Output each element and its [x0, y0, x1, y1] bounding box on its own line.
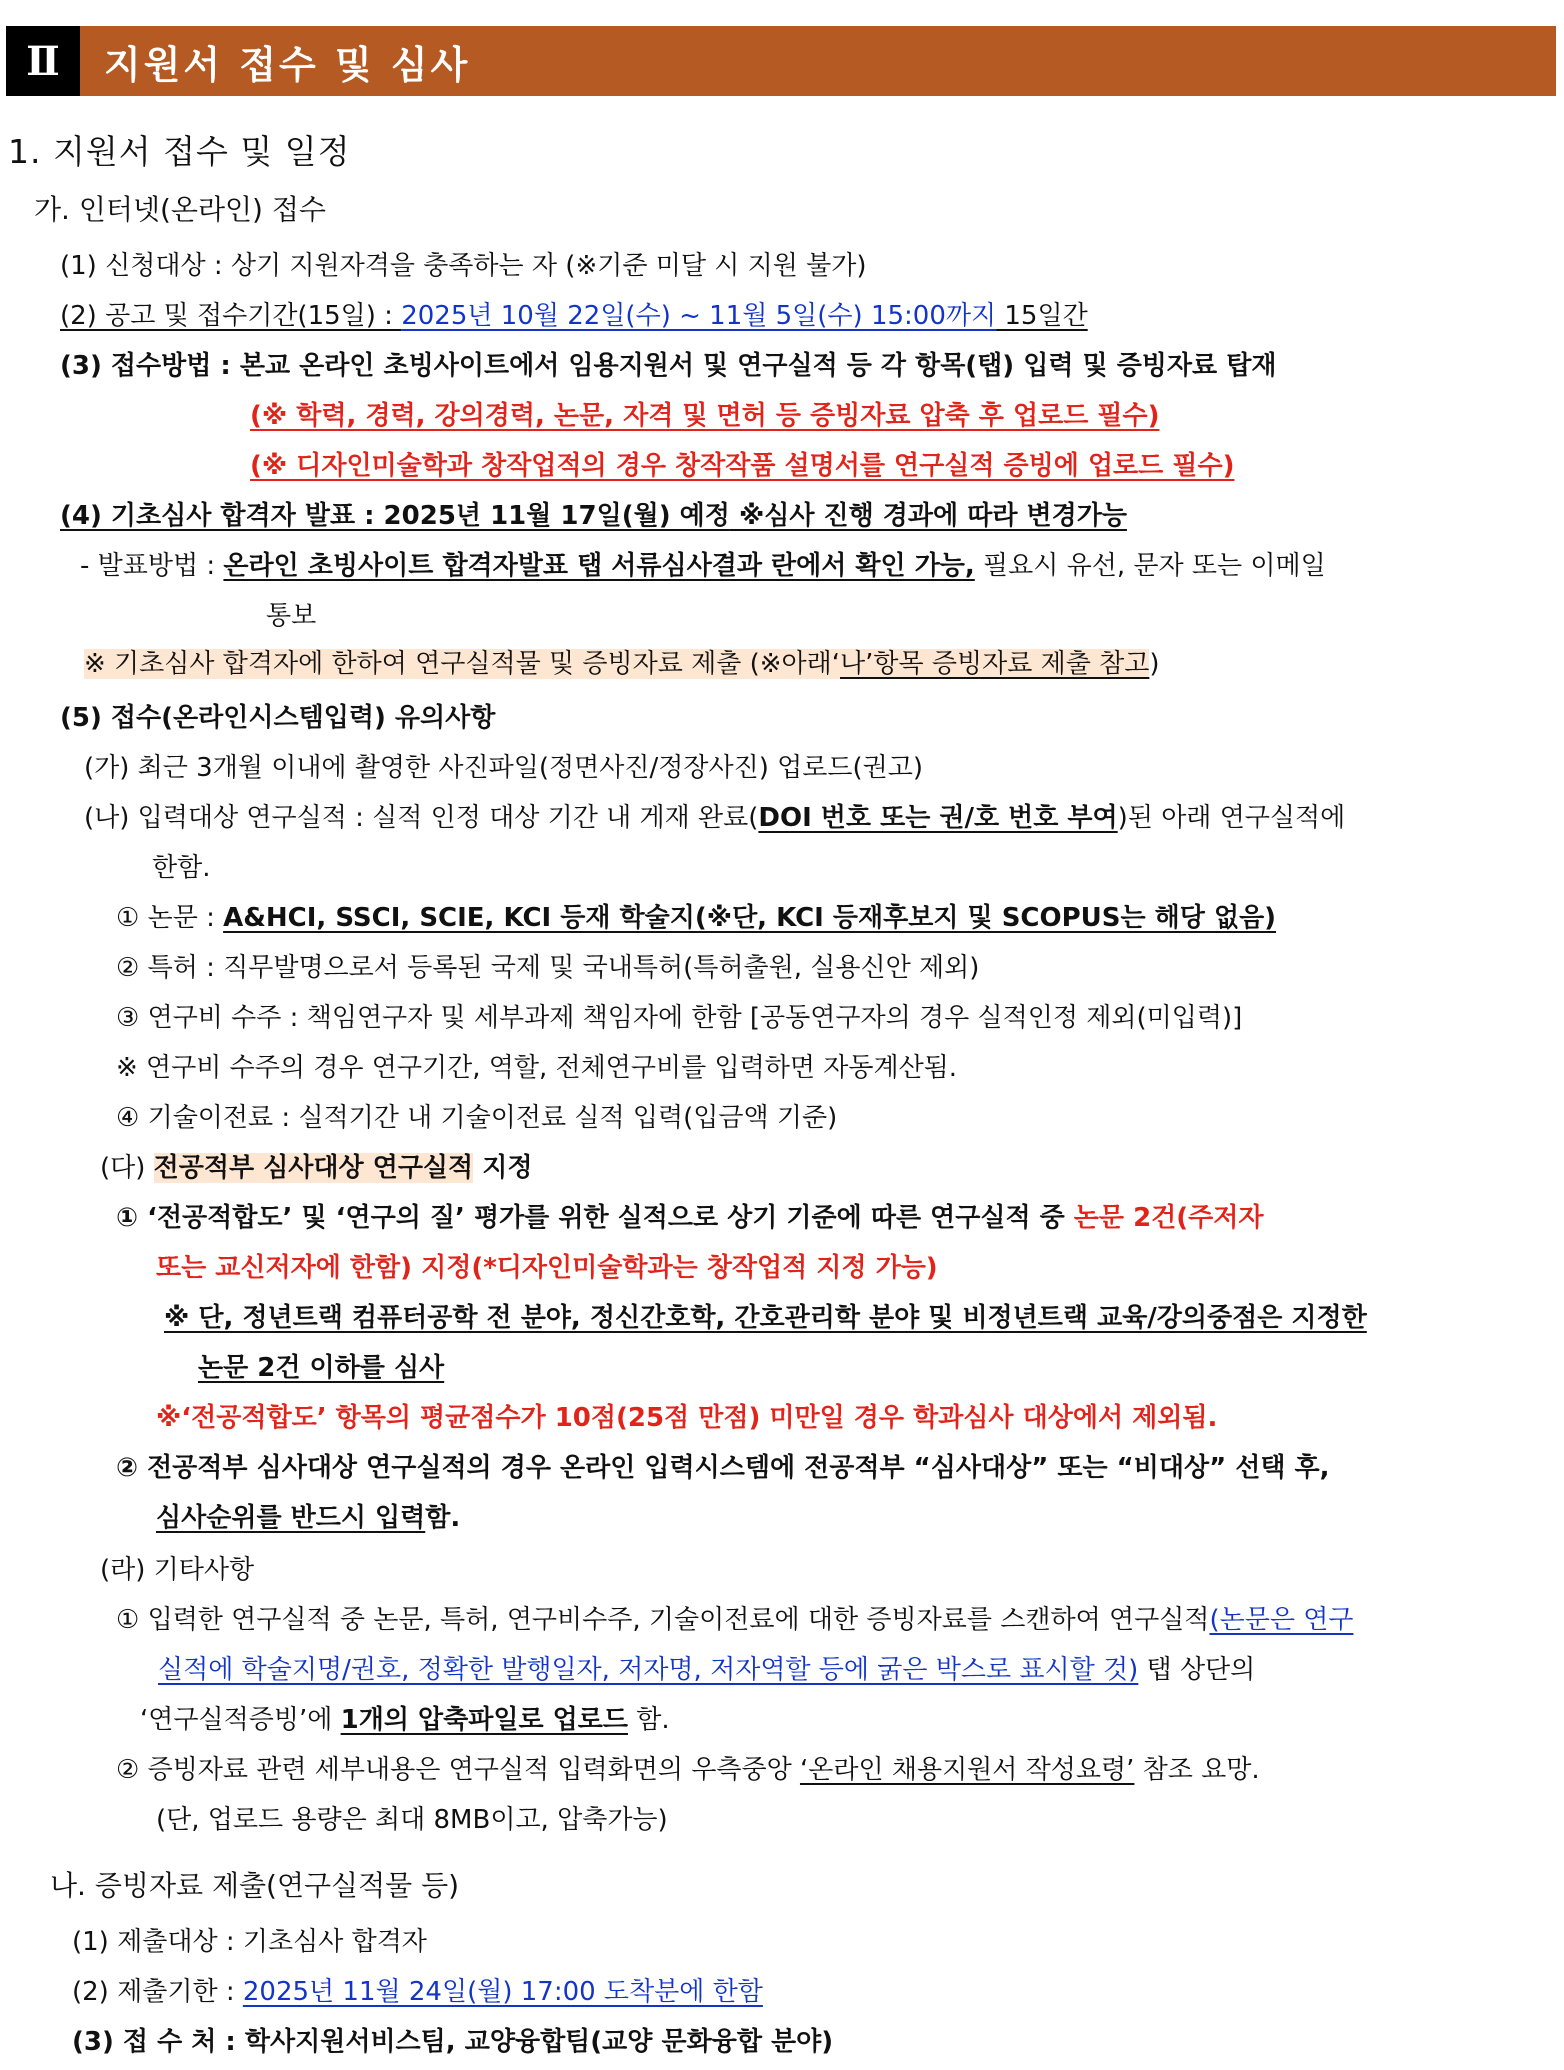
ra-item-1-blue: (논문은 연구	[1209, 1605, 1354, 1635]
da-suffix: 지정	[473, 1153, 533, 1183]
criteria-1-label: ① 논문 :	[116, 903, 224, 933]
ra-item-1-text: ① 입력한 연구실적 중 논문, 특허, 연구비수주, 기술이전료에 대한 증빙자료를 스캔하여 연구실적	[116, 1605, 1210, 1635]
section-banner	[6, 26, 1556, 96]
period-dates: 2025년 10월 22일(수) ~ 11월 5일(수) 15:00까지	[401, 301, 997, 331]
ra-item-2-guide: ‘온라인 채용지원서 작성요령’	[799, 1755, 1135, 1785]
na-text-c: )된 아래 연구실적에	[1117, 803, 1346, 833]
ra-item-1-upload	[140, 1702, 670, 1738]
heading-1: 1. 지원서 접수 및 일정	[8, 132, 351, 171]
na-doi: DOI 번호 또는 권/호 번호 부여	[758, 803, 1118, 833]
da-item-1-red-note: ※‘전공적합도’ 항목의 평균점수가 10점(25점 만점) 미만일 경우 학과심사 대상에서 제외됨.	[156, 1403, 1218, 1433]
announcement-method	[80, 548, 1326, 584]
item-3-method: (3) 접수방법 : 본교 온라인 초빙사이트에서 임용지원서 및 연구실적 등 각 항목(탭) 입력 및 증빙자료 탑재	[60, 351, 1277, 381]
da-item-1-text: ① ‘전공적합도’ 및 ‘연구의 질’ 평가를 위한 실적으로 상기 기준에 따른 연구실적 중	[116, 1203, 1074, 1233]
da-item-1-note-continued: 논문 2건 이하를 심사	[198, 1353, 445, 1383]
item-5-ga: (가) 최근 3개월 이내에 촬영한 사진파일(정면사진/정장사진) 업로드(권고)	[84, 753, 923, 783]
ra-item-1-upload-b: 1개의 압축파일로 업로드	[340, 1705, 628, 1735]
da-item-1-continued: 또는 교신저자에 한함) 지정(*디자인미술학과는 창작업적 지정 가능)	[156, 1253, 938, 1283]
na-text-a: (나) 입력대상 연구실적 : 실적 인정 대상 기간 내 게재 완료(	[84, 803, 759, 833]
submission-note-b: 나’항목 증빙자료 제출 참고	[840, 649, 1150, 679]
ra-item-1-continued	[158, 1652, 1255, 1688]
item-3-note-1: (※ 학력, 경력, 강의경력, 논문, 자격 및 면허 등 증빙자료 압축 후 업로드 필수)	[250, 401, 1160, 431]
da-item-2-continued	[156, 1500, 460, 1536]
na-continued: 한함.	[152, 853, 211, 883]
da-item-2-rest: 함.	[425, 1503, 461, 1533]
criteria-2-patents: ② 특허 : 직무발명으로서 등록된 국제 및 국내특허(특허출원, 실용신안 제외)	[116, 953, 980, 983]
ra-item-2-continued: (단, 업로드 용량은 최대 8MB이고, 압축가능)	[156, 1805, 668, 1835]
item-4-announcement	[60, 498, 1127, 534]
ra-item-1-blue-cont: 실적에 학술지명/권호, 정확한 발행일자, 저자명, 저자역할 등에 굵은 박스로 표시할 것)	[158, 1655, 1139, 1685]
na-item-2-label: (2) 제출기한 :	[72, 1977, 243, 2007]
da-item-2-underlined: 심사순위를 반드시 입력	[156, 1503, 426, 1533]
ra-item-1	[116, 1602, 1353, 1638]
ra-item-1-upload-c: 함.	[627, 1705, 670, 1735]
ra-item-2-text: ② 증빙자료 관련 세부내용은 연구실적 입력화면의 우측중앙	[116, 1755, 800, 1785]
submission-note-a: ※ 기초심사 합격자에 한하여 연구실적물 및 증빙자료 제출 (※아래‘	[84, 649, 840, 679]
da-label: (다)	[100, 1153, 154, 1183]
na-item-3: (3) 접 수 처 : 학사지원서비스팀, 교양융합팀(교양 문화융합 분야)	[72, 2027, 834, 2057]
na-item-1: (1) 제출대상 : 기초심사 합격자	[72, 1927, 427, 1957]
da-highlight: 전공적부 심사대상 연구실적	[153, 1153, 474, 1183]
na-item-2	[72, 1974, 763, 2010]
period-prefix: (2) 공고 및 접수기간(15일) :	[60, 301, 402, 331]
heading-na: 나. 증빙자료 제출(연구실적물 등)	[50, 1869, 460, 1902]
item-1-applicant: (1) 신청대상 : 상기 지원자격을 충족하는 자 (※기준 미달 시 지원 불가)	[60, 251, 867, 281]
period-suffix: 15일간	[996, 301, 1088, 331]
criteria-1-papers	[116, 900, 1276, 936]
da-item-1-note: ※ 단, 정년트랙 컴퓨터공학 전 분야, 정신간호학, 간호관리학 분야 및 비정년트랙 교육/강의중점은 지정한	[164, 1303, 1367, 1333]
criteria-4-tech-transfer: ④ 기술이전료 : 실적기간 내 기술이전료 실적 입력(입금액 기준)	[116, 1103, 838, 1133]
item-5-heading: (5) 접수(온라인시스템입력) 유의사항	[60, 703, 496, 733]
item-5-da	[100, 1150, 532, 1186]
ra-item-1-upload-a: ‘연구실적증빙’에	[140, 1705, 341, 1735]
submission-note-c: )	[1149, 649, 1160, 679]
submission-note	[84, 646, 1160, 682]
announcement-text: (4) 기초심사 합격자 발표 : 2025년 11월 17일(월) 예정	[60, 501, 730, 531]
method-label: - 발표방법 :	[80, 551, 224, 581]
item-2-period	[60, 298, 1088, 334]
criteria-3-grants: ③ 연구비 수주 : 책임연구자 및 세부과제 책임자에 한함 [공동연구자의 경우 실적인정 제외(미입력)]	[116, 1003, 1243, 1033]
da-item-1	[116, 1200, 1264, 1236]
heading-ga: 가. 인터넷(온라인) 접수	[34, 193, 326, 226]
item-5-na	[84, 800, 1345, 836]
ra-item-2-suffix: 참조 요망.	[1134, 1755, 1260, 1785]
item-5-ra: (라) 기타사항	[100, 1555, 255, 1585]
item-3-note-2: (※ 디자인미술학과 창작업적의 경우 창작작품 설명서를 연구실적 증빙에 업로드 필수)	[250, 451, 1235, 481]
na-item-2-deadline: 2025년 11월 24일(월) 17:00 도착분에 한함	[242, 1977, 763, 2007]
method-rest: 필요시 유선, 문자 또는 이메일	[974, 551, 1326, 581]
ra-item-2	[116, 1752, 1260, 1788]
criteria-1-journals: A&HCI, SSCI, SCIE, KCI 등재 학술지(※단, KCI 등재후보지 및 SCOPUS는 해당 없음)	[223, 903, 1277, 933]
ra-item-1-tab: 탭 상단의	[1138, 1655, 1256, 1685]
section-title: 지원서 접수 및 심사	[104, 42, 471, 87]
method-continued: 통보	[266, 601, 317, 631]
da-item-2: ② 전공적부 심사대상 연구실적의 경우 온라인 입력시스템에 전공적부 “심사대상” 또는 “비대상” 선택 후,	[116, 1453, 1330, 1483]
section-number: Ⅱ	[6, 26, 80, 96]
method-underlined: 온라인 초빙사이트 합격자발표 탭 서류심사결과 란에서 확인 가능,	[223, 551, 975, 581]
criteria-3-note: ※ 연구비 수주의 경우 연구기간, 역할, 전체연구비를 입력하면 자동계산됨.	[116, 1053, 958, 1083]
da-item-1-red: 논문 2건(주저자	[1073, 1203, 1264, 1233]
announcement-note: ※심사 진행 경과에 따라 변경가능	[729, 501, 1127, 531]
